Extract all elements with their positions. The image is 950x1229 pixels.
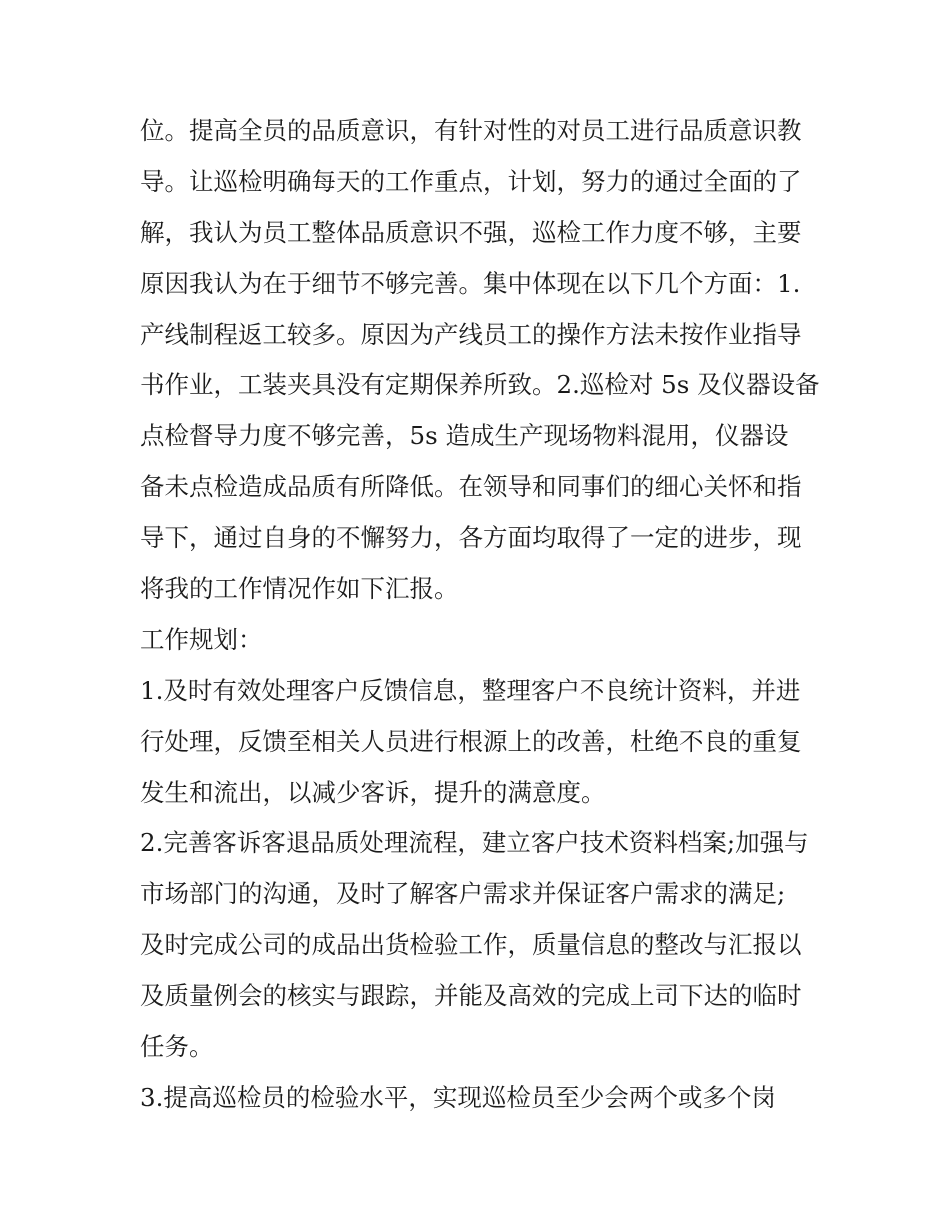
text-line: 发生和流出，以减少客诉，提升的满意度。 — [140, 777, 606, 807]
text-line: 将我的工作情况作如下汇报。 — [140, 574, 459, 604]
document-body — [140, 106, 820, 1124]
text-line: 原因我认为在于细节不够完善。集中体现在以下几个方面：1. — [140, 268, 801, 298]
text-line: 及质量例会的核实与跟踪，并能及高效的完成上司下达的临时 — [140, 981, 802, 1011]
text-line: 2.完善客诉客退品质处理流程，建立客户技术资料档案;加强与 — [140, 828, 809, 858]
text-line: 及时完成公司的成品出货检验工作，质量信息的整改与汇报以 — [140, 930, 802, 960]
text-line: 点检督导力度不够完善，5s 造成生产现场物料混用，仪器设 — [140, 421, 789, 451]
section-heading: 工作规划： — [140, 624, 263, 654]
text-line: 3.提高巡检员的检验水平，实现巡检员至少会两个或多个岗 — [140, 1082, 776, 1112]
text-line: 导。让巡检明确每天的工作重点，计划，努力的通过全面的了 — [140, 166, 802, 196]
text-line: 任务。 — [140, 1032, 214, 1062]
text-line: 导下，通过自身的不懈努力，各方面均取得了一定的进步，现 — [140, 523, 802, 553]
text-line: 产线制程返工较多。原因为产线员工的操作方法未按作业指导 — [140, 319, 802, 349]
text-line: 行处理，反馈至相关人员进行根源上的改善，杜绝不良的重复 — [140, 726, 802, 756]
text-line: 1.及时有效处理客户反馈信息，整理客户不良统计资料，并进 — [140, 675, 801, 705]
text-line: 市场部门的沟通，及时了解客户需求并保证客户需求的满足; — [140, 879, 786, 909]
text-line: 解，我认为员工整体品质意识不强，巡检工作力度不够，主要 — [140, 217, 802, 247]
text-line: 书作业，工装夹具没有定期保养所致。2.巡检对 5s 及仪器设备 — [140, 370, 820, 400]
text-line: 备未点检造成品质有所降低。在领导和同事们的细心关怀和指 — [140, 472, 802, 502]
text-line: 位。提高全员的品质意识，有针对性的对员工进行品质意识教 — [140, 116, 802, 145]
